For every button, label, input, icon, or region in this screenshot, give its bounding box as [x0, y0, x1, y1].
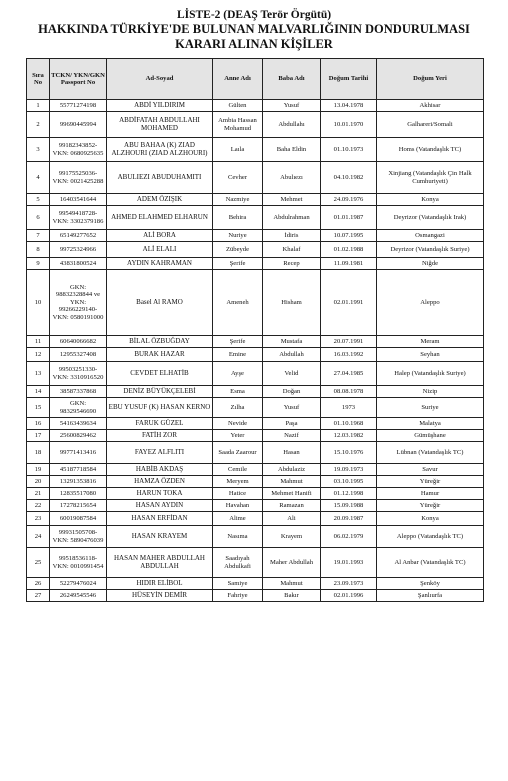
cell-dob: 19.09.1973 [321, 464, 377, 476]
cell-mother: Ambia Hassan Mohamud [213, 112, 263, 138]
cell-no: 7 [27, 230, 50, 242]
cell-dob: 16.03.1992 [321, 348, 377, 362]
cell-name: HAMZA ÖZDEN [107, 476, 213, 488]
title-line-3: KARARI ALINAN KİŞİLER [175, 37, 333, 51]
cell-no: 3 [27, 138, 50, 162]
table-row [27, 548, 484, 578]
cell-name: BURAK HAZAR [107, 348, 213, 362]
cell-dob: 13.04.1978 [321, 100, 377, 112]
cell-mother: Nuriye [213, 230, 263, 242]
cell-no: 18 [27, 442, 50, 464]
cell-mother: Şerife [213, 258, 263, 270]
cell-name: CEVDET ELHATİB [107, 362, 213, 386]
cell-mother: Yeter [213, 430, 263, 442]
cell-mother: Nazmiye [213, 194, 263, 206]
cell-no: 15 [27, 398, 50, 418]
cell-name: HASAN KRAYEM [107, 526, 213, 548]
cell-name: FATİH ZOR [107, 430, 213, 442]
cell-id: 99518536118- VKN: 0010991454 [50, 548, 107, 578]
cell-pob: Şenköy [377, 578, 484, 590]
cell-dob: 02.01.1991 [321, 270, 377, 336]
cell-mother: Alime [213, 512, 263, 526]
cell-id: GKN: 98832328844 ve YKN: 99266229140- VKN: 0580191000 [50, 270, 107, 336]
cell-dob: 15.10.1976 [321, 442, 377, 464]
table-row [27, 526, 484, 548]
cell-id: 99725324966 [50, 242, 107, 258]
cell-pob: Aleppo (Vatandaşlık TC) [377, 526, 484, 548]
cell-dob: 10.01.1970 [321, 112, 377, 138]
cell-pob: Hamur [377, 488, 484, 500]
cell-no: 24 [27, 526, 50, 548]
table-row [27, 362, 484, 386]
header-dob: Doğum Tarihi [321, 59, 377, 100]
cell-name: AYDIN KAHRAMAN [107, 258, 213, 270]
cell-no: 5 [27, 194, 50, 206]
cell-father: Mehmet [263, 194, 321, 206]
cell-no: 11 [27, 336, 50, 348]
cell-mother: Laıla [213, 138, 263, 162]
cell-pob: Konya [377, 512, 484, 526]
cell-mother: Gülten [213, 100, 263, 112]
cell-mother: Emine [213, 348, 263, 362]
cell-dob: 01.02.1988 [321, 242, 377, 258]
cell-pob: Deyrizor (Vatandaşlık Suriye) [377, 242, 484, 258]
cell-mother: Behira [213, 206, 263, 230]
cell-dob: 08.08.1978 [321, 386, 377, 398]
cell-mother: Ayşe [213, 362, 263, 386]
cell-dob: 01.01.1987 [321, 206, 377, 230]
cell-dob: 01.12.1998 [321, 488, 377, 500]
cell-name: ABULIEZI ABUDUHAMITI [107, 162, 213, 194]
cell-no: 8 [27, 242, 50, 258]
cell-dob: 20.09.1987 [321, 512, 377, 526]
cell-id: GKN: 98329546690 [50, 398, 107, 418]
table-header-row [27, 59, 484, 100]
cell-father: Hasan [263, 442, 321, 464]
cell-dob: 11.09.1981 [321, 258, 377, 270]
cell-mother: Zılha [213, 398, 263, 418]
cell-name: ALİ BORA [107, 230, 213, 242]
header-father: Baba Adı [263, 59, 321, 100]
cell-father: Abdulaziz [263, 464, 321, 476]
cell-father: Maher Abdullah [263, 548, 321, 578]
cell-dob: 10.07.1995 [321, 230, 377, 242]
cell-mother: Havahan [213, 500, 263, 512]
cell-father: Paşa [263, 418, 321, 430]
cell-id: 54163439634 [50, 418, 107, 430]
cell-father: Hisham [263, 270, 321, 336]
cell-no: 13 [27, 362, 50, 386]
table-row [27, 336, 484, 348]
table-row [27, 500, 484, 512]
header-name: Ad-Soyad [107, 59, 213, 100]
cell-mother: Meryem [213, 476, 263, 488]
cell-id: 12835517080 [50, 488, 107, 500]
cell-father: Mahmut [263, 476, 321, 488]
cell-name: HASAN ERFİDAN [107, 512, 213, 526]
table-row [27, 194, 484, 206]
table-row [27, 488, 484, 500]
cell-pob: Konya [377, 194, 484, 206]
table-row [27, 242, 484, 258]
cell-id: 99182343852- VKN: 0680925635 [50, 138, 107, 162]
cell-no: 16 [27, 418, 50, 430]
cell-dob: 24.09.1976 [321, 194, 377, 206]
cell-pob: Seyhan [377, 348, 484, 362]
cell-pob: Osmangazi [377, 230, 484, 242]
table-row [27, 348, 484, 362]
cell-father: Yusuf [263, 100, 321, 112]
cell-id: 99931505708- VKN: 5890476039 [50, 526, 107, 548]
table-row [27, 100, 484, 112]
cell-mother: Samiye [213, 578, 263, 590]
table-row [27, 430, 484, 442]
cell-pob: Akhisar [377, 100, 484, 112]
cell-no: 2 [27, 112, 50, 138]
cell-name: FAYEZ ALFLITI [107, 442, 213, 464]
cell-pob: Suriye [377, 398, 484, 418]
cell-dob: 1973 [321, 398, 377, 418]
cell-father: Recep [263, 258, 321, 270]
cell-father: Mustafa [263, 336, 321, 348]
cell-pob: Deyrizor (Vatandaşlık Irak) [377, 206, 484, 230]
cell-father: Abdulrahman [263, 206, 321, 230]
cell-no: 20 [27, 476, 50, 488]
cell-mother: Hatice [213, 488, 263, 500]
table-row [27, 270, 484, 336]
cell-pob: Lübnan (Vatandaşlık TC) [377, 442, 484, 464]
cell-name: AHMED ELAHMED ELHARUN [107, 206, 213, 230]
cell-no: 17 [27, 430, 50, 442]
cell-pob: Galhareri/Somali [377, 112, 484, 138]
cell-father: Abdullah [263, 348, 321, 362]
cell-father: Mehmet Hanifi [263, 488, 321, 500]
cell-mother: Saada Zaarour [213, 442, 263, 464]
cell-name: EBU YUSUF (K) HASAN KERNO [107, 398, 213, 418]
cell-no: 27 [27, 590, 50, 602]
cell-no: 4 [27, 162, 50, 194]
table-row [27, 138, 484, 162]
cell-name: HABİB AKDAŞ [107, 464, 213, 476]
table-body [27, 100, 484, 602]
cell-pob: Nizip [377, 386, 484, 398]
cell-no: 14 [27, 386, 50, 398]
cell-father: Velid [263, 362, 321, 386]
table-row [27, 112, 484, 138]
table-row [27, 590, 484, 602]
cell-mother: Fahriye [213, 590, 263, 602]
cell-no: 9 [27, 258, 50, 270]
cell-id: 65149277652 [50, 230, 107, 242]
cell-father: Krayem [263, 526, 321, 548]
cell-name: DENİZ BÜYÜKÇELEBİ [107, 386, 213, 398]
cell-id: 38587337868 [50, 386, 107, 398]
cell-pob: Gümüşhane [377, 430, 484, 442]
cell-name: BİLAL ÖZBUĞDAY [107, 336, 213, 348]
table-row [27, 464, 484, 476]
cell-id: 55771274198 [50, 100, 107, 112]
cell-id: 99175525036- VKN: 0021425288 [50, 162, 107, 194]
header-id: TCKN/ YKN/GKN Passport No [50, 59, 107, 100]
cell-pob: Yüreğir [377, 476, 484, 488]
cell-id: 60019087584 [50, 512, 107, 526]
cell-father: Yusuf [263, 398, 321, 418]
cell-name: HARUN TOKA [107, 488, 213, 500]
cell-pob: Al Anbar (Vatandaşlık TC) [377, 548, 484, 578]
table-row [27, 258, 484, 270]
cell-id: 99771413416 [50, 442, 107, 464]
cell-name: HÜSEYİN DEMİR [107, 590, 213, 602]
cell-id: 99503251330- VKN: 3310916520 [50, 362, 107, 386]
cell-father: Bakır [263, 590, 321, 602]
table-row [27, 418, 484, 430]
cell-no: 22 [27, 500, 50, 512]
cell-father: Mahmut [263, 578, 321, 590]
table-row [27, 512, 484, 526]
title-line-1: LİSTE-2 (DEAŞ Terör Örgütü) [176, 9, 332, 21]
cell-pob: Malatya [377, 418, 484, 430]
cell-pob: Yüreğir [377, 500, 484, 512]
cell-father: Doğan [263, 386, 321, 398]
cell-name: HASAN MAHER ABDULLAH ABDULLAH [107, 548, 213, 578]
cell-id: 26249545546 [50, 590, 107, 602]
cell-name: ABDİ YILDIRIM [107, 100, 213, 112]
cell-father: Abdullahı [263, 112, 321, 138]
cell-id: 43831800524 [50, 258, 107, 270]
cell-name: FARUK GÜZEL [107, 418, 213, 430]
asset-freeze-table [26, 58, 484, 602]
cell-dob: 23.09.1973 [321, 578, 377, 590]
cell-no: 25 [27, 548, 50, 578]
cell-id: 99690445994 [50, 112, 107, 138]
table-row [27, 476, 484, 488]
cell-dob: 19.01.1993 [321, 548, 377, 578]
cell-name: ADEM ÖZIŞIK [107, 194, 213, 206]
cell-no: 12 [27, 348, 50, 362]
table-row [27, 162, 484, 194]
cell-dob: 04.10.1982 [321, 162, 377, 194]
cell-mother: Cemile [213, 464, 263, 476]
table-row [27, 442, 484, 464]
cell-mother: Cevher [213, 162, 263, 194]
cell-dob: 01.10.1973 [321, 138, 377, 162]
cell-father: Ramazan [263, 500, 321, 512]
cell-mother: Nasıma [213, 526, 263, 548]
cell-father: Khalaf [263, 242, 321, 258]
document-title [0, 0, 508, 52]
cell-id: 60640066682 [50, 336, 107, 348]
cell-name: HIDIR ELİBOL [107, 578, 213, 590]
cell-dob: 27.04.1985 [321, 362, 377, 386]
cell-id: 52279476024 [50, 578, 107, 590]
cell-id: 12955327408 [50, 348, 107, 362]
cell-pob: Aleppo [377, 270, 484, 336]
cell-dob: 02.01.1996 [321, 590, 377, 602]
cell-dob: 03.10.1995 [321, 476, 377, 488]
cell-father: Nazif [263, 430, 321, 442]
cell-pob: Savur [377, 464, 484, 476]
cell-dob: 01.10.1968 [321, 418, 377, 430]
title-line-2: HAKKINDA TÜRKİYE'DE BULUNAN MALVARLIĞININ DONDURULMASI [38, 22, 470, 36]
cell-pob: Meram [377, 336, 484, 348]
cell-father: Abulıezı [263, 162, 321, 194]
table-row [27, 386, 484, 398]
cell-no: 10 [27, 270, 50, 336]
cell-pob: Homs (Vatandaşlık TC) [377, 138, 484, 162]
cell-id: 17278215654 [50, 500, 107, 512]
cell-pob: Niğde [377, 258, 484, 270]
cell-mother: Ameneh [213, 270, 263, 336]
cell-name: Basel Al RAMO [107, 270, 213, 336]
cell-no: 19 [27, 464, 50, 476]
header-mother: Anne Adı [213, 59, 263, 100]
cell-father: Ali [263, 512, 321, 526]
cell-dob: 06.02.1979 [321, 526, 377, 548]
table-row [27, 578, 484, 590]
cell-no: 6 [27, 206, 50, 230]
cell-name: ABDİFATAH ABDULLAHI MOHAMED [107, 112, 213, 138]
cell-pob: Xinjiang (Vatandaşlık Çin Halk Cumhuriyeti) [377, 162, 484, 194]
cell-pob: Halep (Vatandaşlık Suriye) [377, 362, 484, 386]
cell-mother: Nevide [213, 418, 263, 430]
cell-pob: Şanlıurfa [377, 590, 484, 602]
cell-mother: Şerife [213, 336, 263, 348]
cell-name: ALİ ELALI [107, 242, 213, 258]
cell-name: ABU BAHAA (K) ZIAD ALZHOURI (ZIAD ALZHOURI) [107, 138, 213, 162]
cell-id: 16403541644 [50, 194, 107, 206]
cell-id: 99549418728- VKN: 3302379186 [50, 206, 107, 230]
cell-mother: Zübeyde [213, 242, 263, 258]
cell-no: 21 [27, 488, 50, 500]
cell-mother: Esma [213, 386, 263, 398]
header-pob: Doğum Yeri [377, 59, 484, 100]
cell-id: 13291353816 [50, 476, 107, 488]
table-row [27, 398, 484, 418]
table-row [27, 206, 484, 230]
header-no: Sıra No [27, 59, 50, 100]
cell-name: HASAN AYDIN [107, 500, 213, 512]
cell-no: 1 [27, 100, 50, 112]
cell-id: 25600829462 [50, 430, 107, 442]
cell-id: 45187718584 [50, 464, 107, 476]
cell-father: İdiris [263, 230, 321, 242]
cell-no: 26 [27, 578, 50, 590]
table-row [27, 230, 484, 242]
cell-dob: 20.07.1991 [321, 336, 377, 348]
cell-father: Baha Eldin [263, 138, 321, 162]
cell-mother: Saadıyah Abdulkafi [213, 548, 263, 578]
cell-no: 23 [27, 512, 50, 526]
cell-dob: 12.03.1982 [321, 430, 377, 442]
cell-dob: 15.09.1988 [321, 500, 377, 512]
